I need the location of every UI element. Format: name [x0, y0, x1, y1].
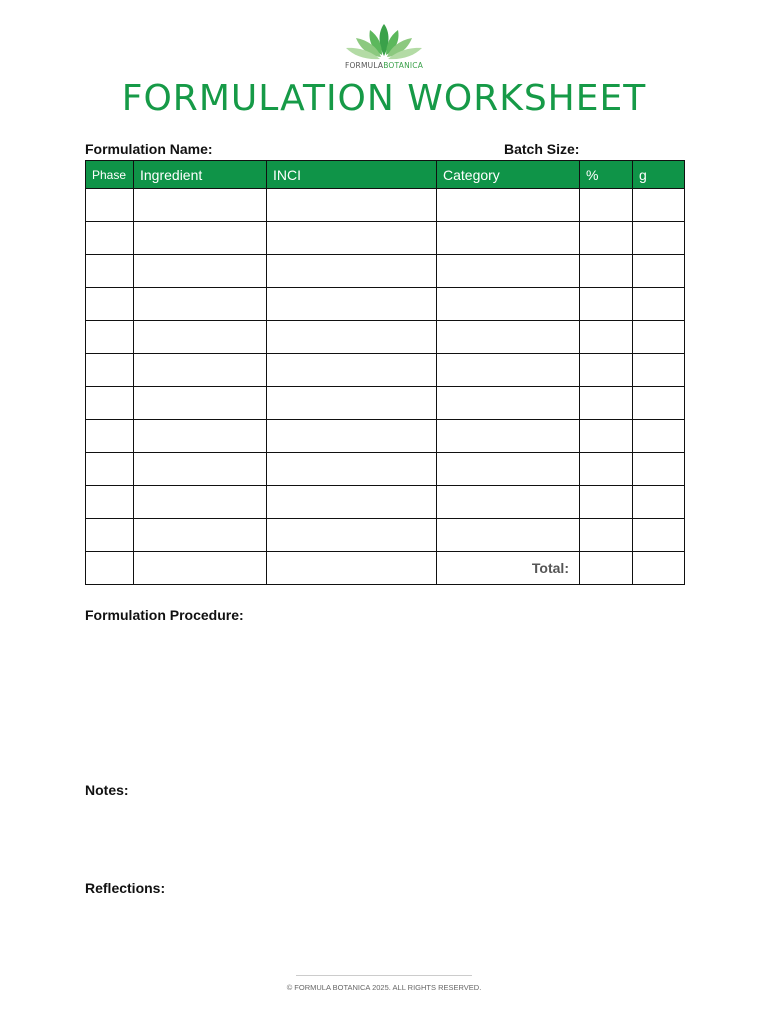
- table-cell[interactable]: [580, 189, 633, 222]
- table-cell[interactable]: [437, 420, 580, 453]
- table-cell[interactable]: [134, 222, 267, 255]
- table-cell[interactable]: [86, 288, 134, 321]
- table-cell[interactable]: [86, 519, 134, 552]
- table-cell[interactable]: [580, 420, 633, 453]
- logo-wordmark: [338, 61, 430, 70]
- table-cell[interactable]: [580, 255, 633, 288]
- table-row: [86, 222, 685, 255]
- table-cell[interactable]: [633, 420, 685, 453]
- table-cell[interactable]: [134, 288, 267, 321]
- table-cell[interactable]: [580, 387, 633, 420]
- table-cell[interactable]: [633, 321, 685, 354]
- logo-word-botanica: BOTANICA: [383, 61, 424, 70]
- column-header-inci: INCI: [267, 161, 437, 189]
- total-row: [86, 552, 685, 585]
- table-cell[interactable]: [633, 354, 685, 387]
- table-cell[interactable]: [580, 288, 633, 321]
- column-header-phase: Phase: [86, 161, 134, 189]
- table-cell[interactable]: [437, 288, 580, 321]
- table-cell[interactable]: [437, 519, 580, 552]
- table-cell[interactable]: [633, 189, 685, 222]
- table-header-row: [86, 161, 685, 189]
- table-cell[interactable]: [633, 486, 685, 519]
- leaf-icon: [338, 22, 430, 62]
- table-cell[interactable]: [134, 420, 267, 453]
- table-cell[interactable]: [86, 552, 134, 585]
- table-row: [86, 486, 685, 519]
- reflections-label: Reflections:: [85, 880, 166, 896]
- copyright-footer: © FORMULA BOTANICA 2025. ALL RIGHTS RESERVED.: [286, 983, 482, 992]
- notes-label: Notes:: [85, 782, 129, 798]
- table-row: [86, 354, 685, 387]
- table-row: [86, 255, 685, 288]
- total-percent-cell[interactable]: [580, 552, 633, 585]
- table-cell[interactable]: [267, 552, 437, 585]
- table-row: [86, 453, 685, 486]
- table-cell[interactable]: [134, 519, 267, 552]
- total-grams-cell[interactable]: [633, 552, 685, 585]
- table-row: [86, 519, 685, 552]
- column-header-percent: %: [580, 161, 633, 189]
- table-cell[interactable]: [86, 486, 134, 519]
- table-cell[interactable]: [437, 486, 580, 519]
- table-cell[interactable]: [437, 255, 580, 288]
- table-cell[interactable]: [633, 453, 685, 486]
- page-title: FORMULATION WORKSHEET: [121, 78, 647, 119]
- table-cell[interactable]: [633, 222, 685, 255]
- table-cell[interactable]: [267, 354, 437, 387]
- table-cell[interactable]: [134, 453, 267, 486]
- table-cell[interactable]: [267, 288, 437, 321]
- table-cell[interactable]: [134, 321, 267, 354]
- table-cell[interactable]: [267, 453, 437, 486]
- table-cell[interactable]: [580, 354, 633, 387]
- table-cell[interactable]: [437, 222, 580, 255]
- table-cell[interactable]: [134, 189, 267, 222]
- table-cell[interactable]: [580, 222, 633, 255]
- column-header-grams: g: [633, 161, 685, 189]
- table-cell[interactable]: [633, 519, 685, 552]
- table-row: [86, 387, 685, 420]
- table-cell[interactable]: [580, 453, 633, 486]
- table-cell[interactable]: [267, 222, 437, 255]
- table-cell[interactable]: [633, 288, 685, 321]
- table-cell[interactable]: [86, 420, 134, 453]
- table-cell[interactable]: [86, 255, 134, 288]
- column-header-ingredient: Ingredient: [134, 161, 267, 189]
- table-cell[interactable]: [267, 255, 437, 288]
- table-cell[interactable]: [86, 387, 134, 420]
- table-cell[interactable]: [633, 255, 685, 288]
- table-cell[interactable]: [633, 387, 685, 420]
- table-cell[interactable]: [86, 189, 134, 222]
- table-cell[interactable]: [580, 519, 633, 552]
- table-cell[interactable]: [134, 486, 267, 519]
- table-cell[interactable]: [580, 321, 633, 354]
- table-cell[interactable]: [437, 189, 580, 222]
- table-body: [86, 189, 685, 585]
- table-cell[interactable]: [267, 420, 437, 453]
- table-cell[interactable]: [86, 354, 134, 387]
- table-cell[interactable]: [86, 222, 134, 255]
- formula-botanica-logo: [338, 22, 430, 72]
- table-cell[interactable]: [267, 321, 437, 354]
- table-cell[interactable]: [267, 486, 437, 519]
- logo-word-formula: FORMULA: [344, 61, 384, 70]
- footer-divider: [296, 975, 472, 976]
- table-cell[interactable]: [267, 519, 437, 552]
- table-cell[interactable]: [580, 486, 633, 519]
- table-cell[interactable]: [134, 255, 267, 288]
- table-row: [86, 189, 685, 222]
- formulation-table: [85, 160, 685, 585]
- column-header-category: Category: [437, 161, 580, 189]
- table-cell[interactable]: [437, 321, 580, 354]
- table-cell[interactable]: [267, 189, 437, 222]
- table-cell[interactable]: [134, 552, 267, 585]
- formulation-name-label: Formulation Name:: [85, 141, 213, 157]
- table-cell[interactable]: [437, 387, 580, 420]
- total-label: Total:: [437, 552, 580, 585]
- table-cell[interactable]: [134, 387, 267, 420]
- table-cell[interactable]: [86, 321, 134, 354]
- table-cell[interactable]: [134, 354, 267, 387]
- procedure-label: Formulation Procedure:: [85, 607, 244, 623]
- table-row: [86, 288, 685, 321]
- table-cell[interactable]: [86, 453, 134, 486]
- table-cell[interactable]: [437, 354, 580, 387]
- table-cell[interactable]: [267, 387, 437, 420]
- table-cell[interactable]: [437, 453, 580, 486]
- batch-size-label: Batch Size:: [504, 141, 580, 157]
- table-row: [86, 420, 685, 453]
- table-row: [86, 321, 685, 354]
